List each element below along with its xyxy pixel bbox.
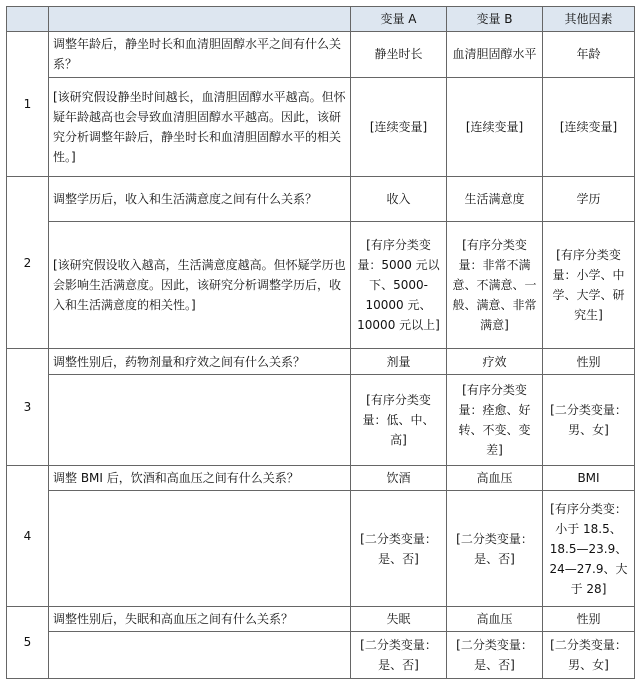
header-question bbox=[49, 7, 351, 32]
hypothesis-cell bbox=[49, 632, 351, 679]
variables-table bbox=[6, 6, 635, 679]
other-factor-cell: 年龄 bbox=[543, 32, 635, 78]
header-other-factor: 其他因素 bbox=[543, 7, 635, 32]
question-cell: 调整性别后，药物剂量和疗效之间有什么关系？ bbox=[49, 349, 351, 374]
question-cell: 调整 BMI 后，饮酒和高血压之间有什么关系？ bbox=[49, 465, 351, 490]
row-number: 3 bbox=[7, 349, 49, 466]
question-cell: 调整性别后，失眠和高血压之间有什么关系？ bbox=[49, 606, 351, 631]
other-factor-type-cell: [连续变量] bbox=[543, 77, 635, 176]
other-factor-type-cell: [有序分类变：小于 18.5、18.5—23.9、24—27.9、大于 28] bbox=[543, 491, 635, 607]
variable-a-cell: 静坐时长 bbox=[351, 32, 447, 78]
variable-a-cell: 失眠 bbox=[351, 606, 447, 631]
variable-b-type-cell: [二分类变量：是、否] bbox=[447, 632, 543, 679]
table-row bbox=[7, 632, 635, 679]
header-variable-b: 变量 B bbox=[447, 7, 543, 32]
variable-b-cell: 高血压 bbox=[447, 465, 543, 490]
other-factor-type-cell: [二分类变量：男、女] bbox=[543, 374, 635, 465]
variable-b-type-cell: [二分类变量：是、否] bbox=[447, 491, 543, 607]
table-row bbox=[7, 221, 635, 349]
variable-a-type-cell: [二分类变量：是、否] bbox=[351, 491, 447, 607]
variable-a-type-cell: [有序分类变量：低、中、高] bbox=[351, 374, 447, 465]
table-row bbox=[7, 491, 635, 607]
other-factor-cell: BMI bbox=[543, 465, 635, 490]
variable-a-type-cell: [二分类变量：是、否] bbox=[351, 632, 447, 679]
other-factor-cell: 性别 bbox=[543, 606, 635, 631]
header-num bbox=[7, 7, 49, 32]
question-cell: 调整年龄后，静坐时长和血清胆固醇水平之间有什么关系？ bbox=[49, 32, 351, 78]
hypothesis-cell: [该研究假设收入越高，生活满意度越高。但怀疑学历也会影响生活满意度。因此，该研究分析调整学历后，收入和生活满意度的相关性。] bbox=[49, 221, 351, 349]
table-row bbox=[7, 606, 635, 631]
table-row bbox=[7, 465, 635, 490]
variable-b-type-cell: [有序分类变量：痊愈、好转、不变、变差] bbox=[447, 374, 543, 465]
header-variable-a: 变量 A bbox=[351, 7, 447, 32]
variable-b-type-cell: [有序分类变量：非常不满意、不满意、一般、满意、非常满意] bbox=[447, 221, 543, 349]
hypothesis-cell bbox=[49, 491, 351, 607]
row-number: 4 bbox=[7, 465, 49, 606]
other-factor-cell: 性别 bbox=[543, 349, 635, 374]
hypothesis-cell: [该研究假设静坐时间越长，血清胆固醇水平越高。但怀疑年龄越高也会导致血清胆固醇水平越高。因此，该研究分析调整年龄后，静坐时长和血清胆固醇水平的相关性。] bbox=[49, 77, 351, 176]
table-row bbox=[7, 374, 635, 465]
other-factor-cell: 学历 bbox=[543, 177, 635, 222]
table-row bbox=[7, 177, 635, 222]
question-cell: 调整学历后，收入和生活满意度之间有什么关系？ bbox=[49, 177, 351, 222]
table-row bbox=[7, 349, 635, 374]
row-number: 1 bbox=[7, 32, 49, 177]
header-row bbox=[7, 7, 635, 32]
hypothesis-cell bbox=[49, 374, 351, 465]
variable-a-type-cell: [有序分类变量：5000 元以下、5000-10000 元、10000 元以上] bbox=[351, 221, 447, 349]
variable-a-cell: 剂量 bbox=[351, 349, 447, 374]
variable-b-cell: 生活满意度 bbox=[447, 177, 543, 222]
variable-a-cell: 饮酒 bbox=[351, 465, 447, 490]
other-factor-type-cell: [二分类变量：男、女] bbox=[543, 632, 635, 679]
table-row bbox=[7, 77, 635, 176]
table-row bbox=[7, 32, 635, 78]
other-factor-type-cell: [有序分类变量：小学、中学、大学、研究生] bbox=[543, 221, 635, 349]
variable-b-cell: 血清胆固醇水平 bbox=[447, 32, 543, 78]
row-number: 2 bbox=[7, 177, 49, 349]
row-number: 5 bbox=[7, 606, 49, 678]
variable-b-type-cell: [连续变量] bbox=[447, 77, 543, 176]
variable-b-cell: 高血压 bbox=[447, 606, 543, 631]
variable-b-cell: 疗效 bbox=[447, 349, 543, 374]
variable-a-cell: 收入 bbox=[351, 177, 447, 222]
variable-a-type-cell: [连续变量] bbox=[351, 77, 447, 176]
